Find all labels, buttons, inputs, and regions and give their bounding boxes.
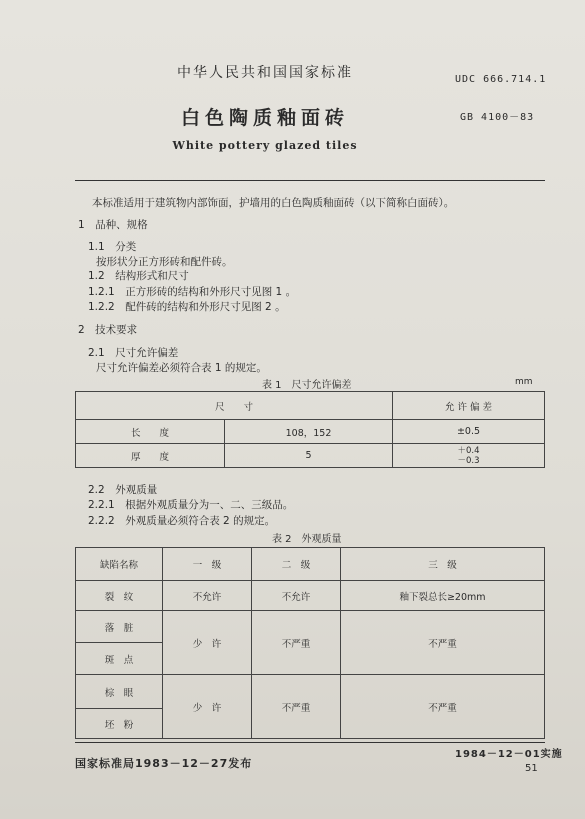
section-2-2-1: 2.2.1 根据外观质量分为一、二、三级品。 xyxy=(88,499,294,511)
table-2-cell-grade-2: 不严重 xyxy=(252,611,341,675)
section-1-1-text: 按形状分正方形砖和配件砖。 xyxy=(96,256,233,268)
table-2-cell-grade-1: 不允许 xyxy=(163,581,252,611)
footer-rule xyxy=(75,742,545,743)
table-1-header-row xyxy=(76,392,545,420)
table-2-cell-grade-2: 不允许 xyxy=(252,581,341,611)
table-2-header-grade-3: 三 级 xyxy=(341,548,545,581)
table-2-header-row xyxy=(76,548,545,581)
table-2-cell-grade-3: 釉下裂总长≥20mm xyxy=(341,581,545,611)
table-2-cell-defect: 落 脏 xyxy=(76,611,163,643)
table-2-cell-grade-3: 不严重 xyxy=(341,675,545,739)
section-1-2-1: 1.2.1 正方形砖的结构和外形尺寸见图 1 。 xyxy=(88,286,297,298)
section-2-2-heading: 2.2 外观质量 xyxy=(88,484,158,496)
table-2-cell-defect: 裂 纹 xyxy=(76,581,163,611)
table-2-header-grade-1: 一 级 xyxy=(163,548,252,581)
section-2-2-2: 2.2.2 外观质量必须符合表 2 的规定。 xyxy=(88,515,276,527)
table-1-header-tolerance: 允 许 偏 差 xyxy=(393,392,545,420)
table-2-cell-grade-1: 少 许 xyxy=(163,611,252,675)
tolerance-minus: －0.3 xyxy=(457,455,480,466)
udc-code: UDC 666.714.1 xyxy=(455,74,547,85)
table-1-cell-tolerance: ±0.5 xyxy=(393,420,545,444)
table-row xyxy=(76,420,545,444)
table-row xyxy=(76,444,545,468)
gb-code: GB 4100－83 xyxy=(460,112,535,123)
tolerance-plus: ＋0.4 xyxy=(457,445,480,456)
page-number: 51 xyxy=(525,763,538,774)
table-2-cell-grade-3: 不严重 xyxy=(341,611,545,675)
section-1-2-2: 1.2.2 配件砖的结构和外形尺寸见图 2 。 xyxy=(88,301,286,313)
section-1-2-heading: 1.2 结构形式和尺寸 xyxy=(88,270,189,282)
table-1-header-size: 尺 寸 xyxy=(76,392,393,420)
table-2-header-grade-2: 二 级 xyxy=(252,548,341,581)
table-2-cell-grade-1: 少 许 xyxy=(163,675,252,739)
section-1-heading: 1 品种、规格 xyxy=(78,219,148,231)
table-2 xyxy=(75,547,545,739)
section-1-1-heading: 1.1 分类 xyxy=(88,241,137,253)
tolerance-stack xyxy=(457,446,479,466)
table-2-cell-defect: 斑 点 xyxy=(76,643,163,675)
table-1-unit: mm xyxy=(515,377,533,387)
table-2-cell-defect: 棕 眼 xyxy=(76,675,163,709)
table-row xyxy=(76,581,545,611)
table-1-cell-tolerance xyxy=(393,444,545,468)
header-rule xyxy=(75,180,545,181)
section-2-heading: 2 技术要求 xyxy=(78,324,138,336)
table-1 xyxy=(75,391,545,468)
effective-date: 1984－12－01实施 xyxy=(455,749,563,760)
table-1-cell-name: 厚 度 xyxy=(76,444,225,468)
issue-date: 国家标准局1983－12－27发布 xyxy=(75,757,253,770)
table-1-cell-size: 108，152 xyxy=(225,420,393,444)
table-2-caption: 表 2 外观质量 xyxy=(272,534,342,545)
table-row xyxy=(76,675,545,709)
table-1-cell-size: 5 xyxy=(225,444,393,468)
table-2-cell-grade-2: 不严重 xyxy=(252,675,341,739)
section-2-1-text: 尺寸允许偏差必须符合表 1 的规定。 xyxy=(96,362,267,374)
intro-paragraph: 本标准适用于建筑物内部饰面，护墙用的白色陶质釉面砖（以下简称白面砖）。 xyxy=(92,197,455,209)
table-2-cell-defect: 坯 粉 xyxy=(76,709,163,739)
table-1-cell-name: 长 度 xyxy=(76,420,225,444)
document-title-en: White pottery glazed tiles xyxy=(172,139,358,152)
table-row xyxy=(76,611,545,643)
table-2-header-defect: 缺陷名称 xyxy=(76,548,163,581)
standard-body: 中华人民共和国国家标准 xyxy=(177,65,353,81)
table-1-caption: 表 1 尺寸允许偏差 xyxy=(262,380,352,391)
document-title: 白色陶质釉面砖 xyxy=(180,107,349,129)
section-2-1-heading: 2.1 尺寸允许偏差 xyxy=(88,347,179,359)
